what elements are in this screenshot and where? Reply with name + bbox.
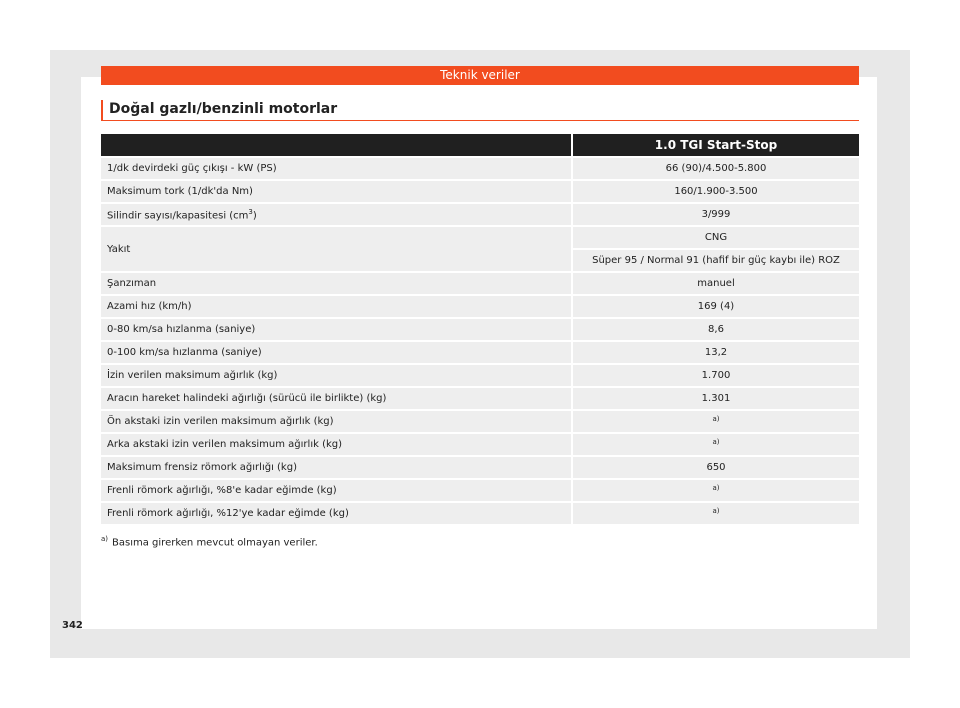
- table-row: [101, 319, 859, 340]
- table-header-empty: [101, 134, 571, 156]
- chapter-header: Teknik veriler: [101, 66, 859, 85]
- section-title: Doğal gazlı/benzinli motorlar: [101, 100, 859, 121]
- row-label-superscript: 3: [248, 207, 253, 216]
- row-value: manuel: [571, 273, 859, 294]
- row-value: 1.301: [571, 388, 859, 409]
- footnote-text: Basıma girerken mevcut olmayan veriler.: [112, 537, 318, 549]
- footnote-ref: a): [712, 483, 720, 492]
- row-value: 13,2: [571, 342, 859, 363]
- row-value: 3/999: [571, 204, 859, 225]
- table-row: [101, 388, 859, 409]
- row-label: Yakıt: [101, 227, 571, 271]
- table-row: [101, 411, 859, 432]
- row-value: CNG: [571, 227, 859, 248]
- row-label: [101, 204, 571, 225]
- row-label: Ön akstaki izin verilen maksimum ağırlık (kg): [101, 411, 571, 432]
- row-value: 650: [571, 457, 859, 478]
- row-label: 0-100 km/sa hızlanma (saniye): [101, 342, 571, 363]
- row-label: Aracın hareket halindeki ağırlığı (sürücü ile birlikte) (kg): [101, 388, 571, 409]
- row-label: Arka akstaki izin verilen maksimum ağırlık (kg): [101, 434, 571, 455]
- row-label: Azami hız (km/h): [101, 296, 571, 317]
- table-row: [101, 342, 859, 363]
- table-row: [101, 503, 859, 524]
- table-row: [101, 365, 859, 386]
- row-value: 1.700: [571, 365, 859, 386]
- page-number: 342: [62, 620, 83, 631]
- table-row: [101, 158, 859, 179]
- spec-table: [101, 132, 859, 526]
- row-value: 160/1.900-3.500: [571, 181, 859, 202]
- row-label: Frenli römork ağırlığı, %12'ye kadar eğimde (kg): [101, 503, 571, 524]
- row-value: [571, 503, 859, 524]
- table-row: [101, 227, 859, 248]
- table-row: [101, 457, 859, 478]
- row-value: 169 (4): [571, 296, 859, 317]
- row-label-suffix: ): [252, 210, 257, 222]
- row-label: 1/dk devirdeki güç çıkışı - kW (PS): [101, 158, 571, 179]
- row-label: İzin verilen maksimum ağırlık (kg): [101, 365, 571, 386]
- footnote-ref: a): [712, 414, 720, 423]
- table-row: [101, 480, 859, 501]
- row-value: [571, 480, 859, 501]
- table-row: [101, 181, 859, 202]
- table-row: [101, 204, 859, 225]
- row-value-secondary: Süper 95 / Normal 91 (hafif bir güç kaybı ile) ROZ: [571, 250, 859, 271]
- row-label: Maksimum tork (1/dk'da Nm): [101, 181, 571, 202]
- footnote: [101, 535, 318, 548]
- row-value: 66 (90)/4.500-5.800: [571, 158, 859, 179]
- row-label: Maksimum frensiz römork ağırlığı (kg): [101, 457, 571, 478]
- footnote-ref: a): [712, 506, 720, 515]
- row-value: 8,6: [571, 319, 859, 340]
- table-row: [101, 296, 859, 317]
- row-label: 0-80 km/sa hızlanma (saniye): [101, 319, 571, 340]
- footnote-ref: a): [712, 437, 720, 446]
- row-label: Şanzıman: [101, 273, 571, 294]
- table-header-row: [101, 134, 859, 156]
- footnote-marker: a): [101, 535, 109, 543]
- table-row: [101, 273, 859, 294]
- row-value: [571, 434, 859, 455]
- row-label-text: Silindir sayısı/kapasitesi (cm: [107, 210, 249, 222]
- table-column-header: 1.0 TGI Start-Stop: [571, 134, 859, 156]
- table-row: [101, 434, 859, 455]
- row-label: Frenli römork ağırlığı, %8'e kadar eğimde (kg): [101, 480, 571, 501]
- row-value: [571, 411, 859, 432]
